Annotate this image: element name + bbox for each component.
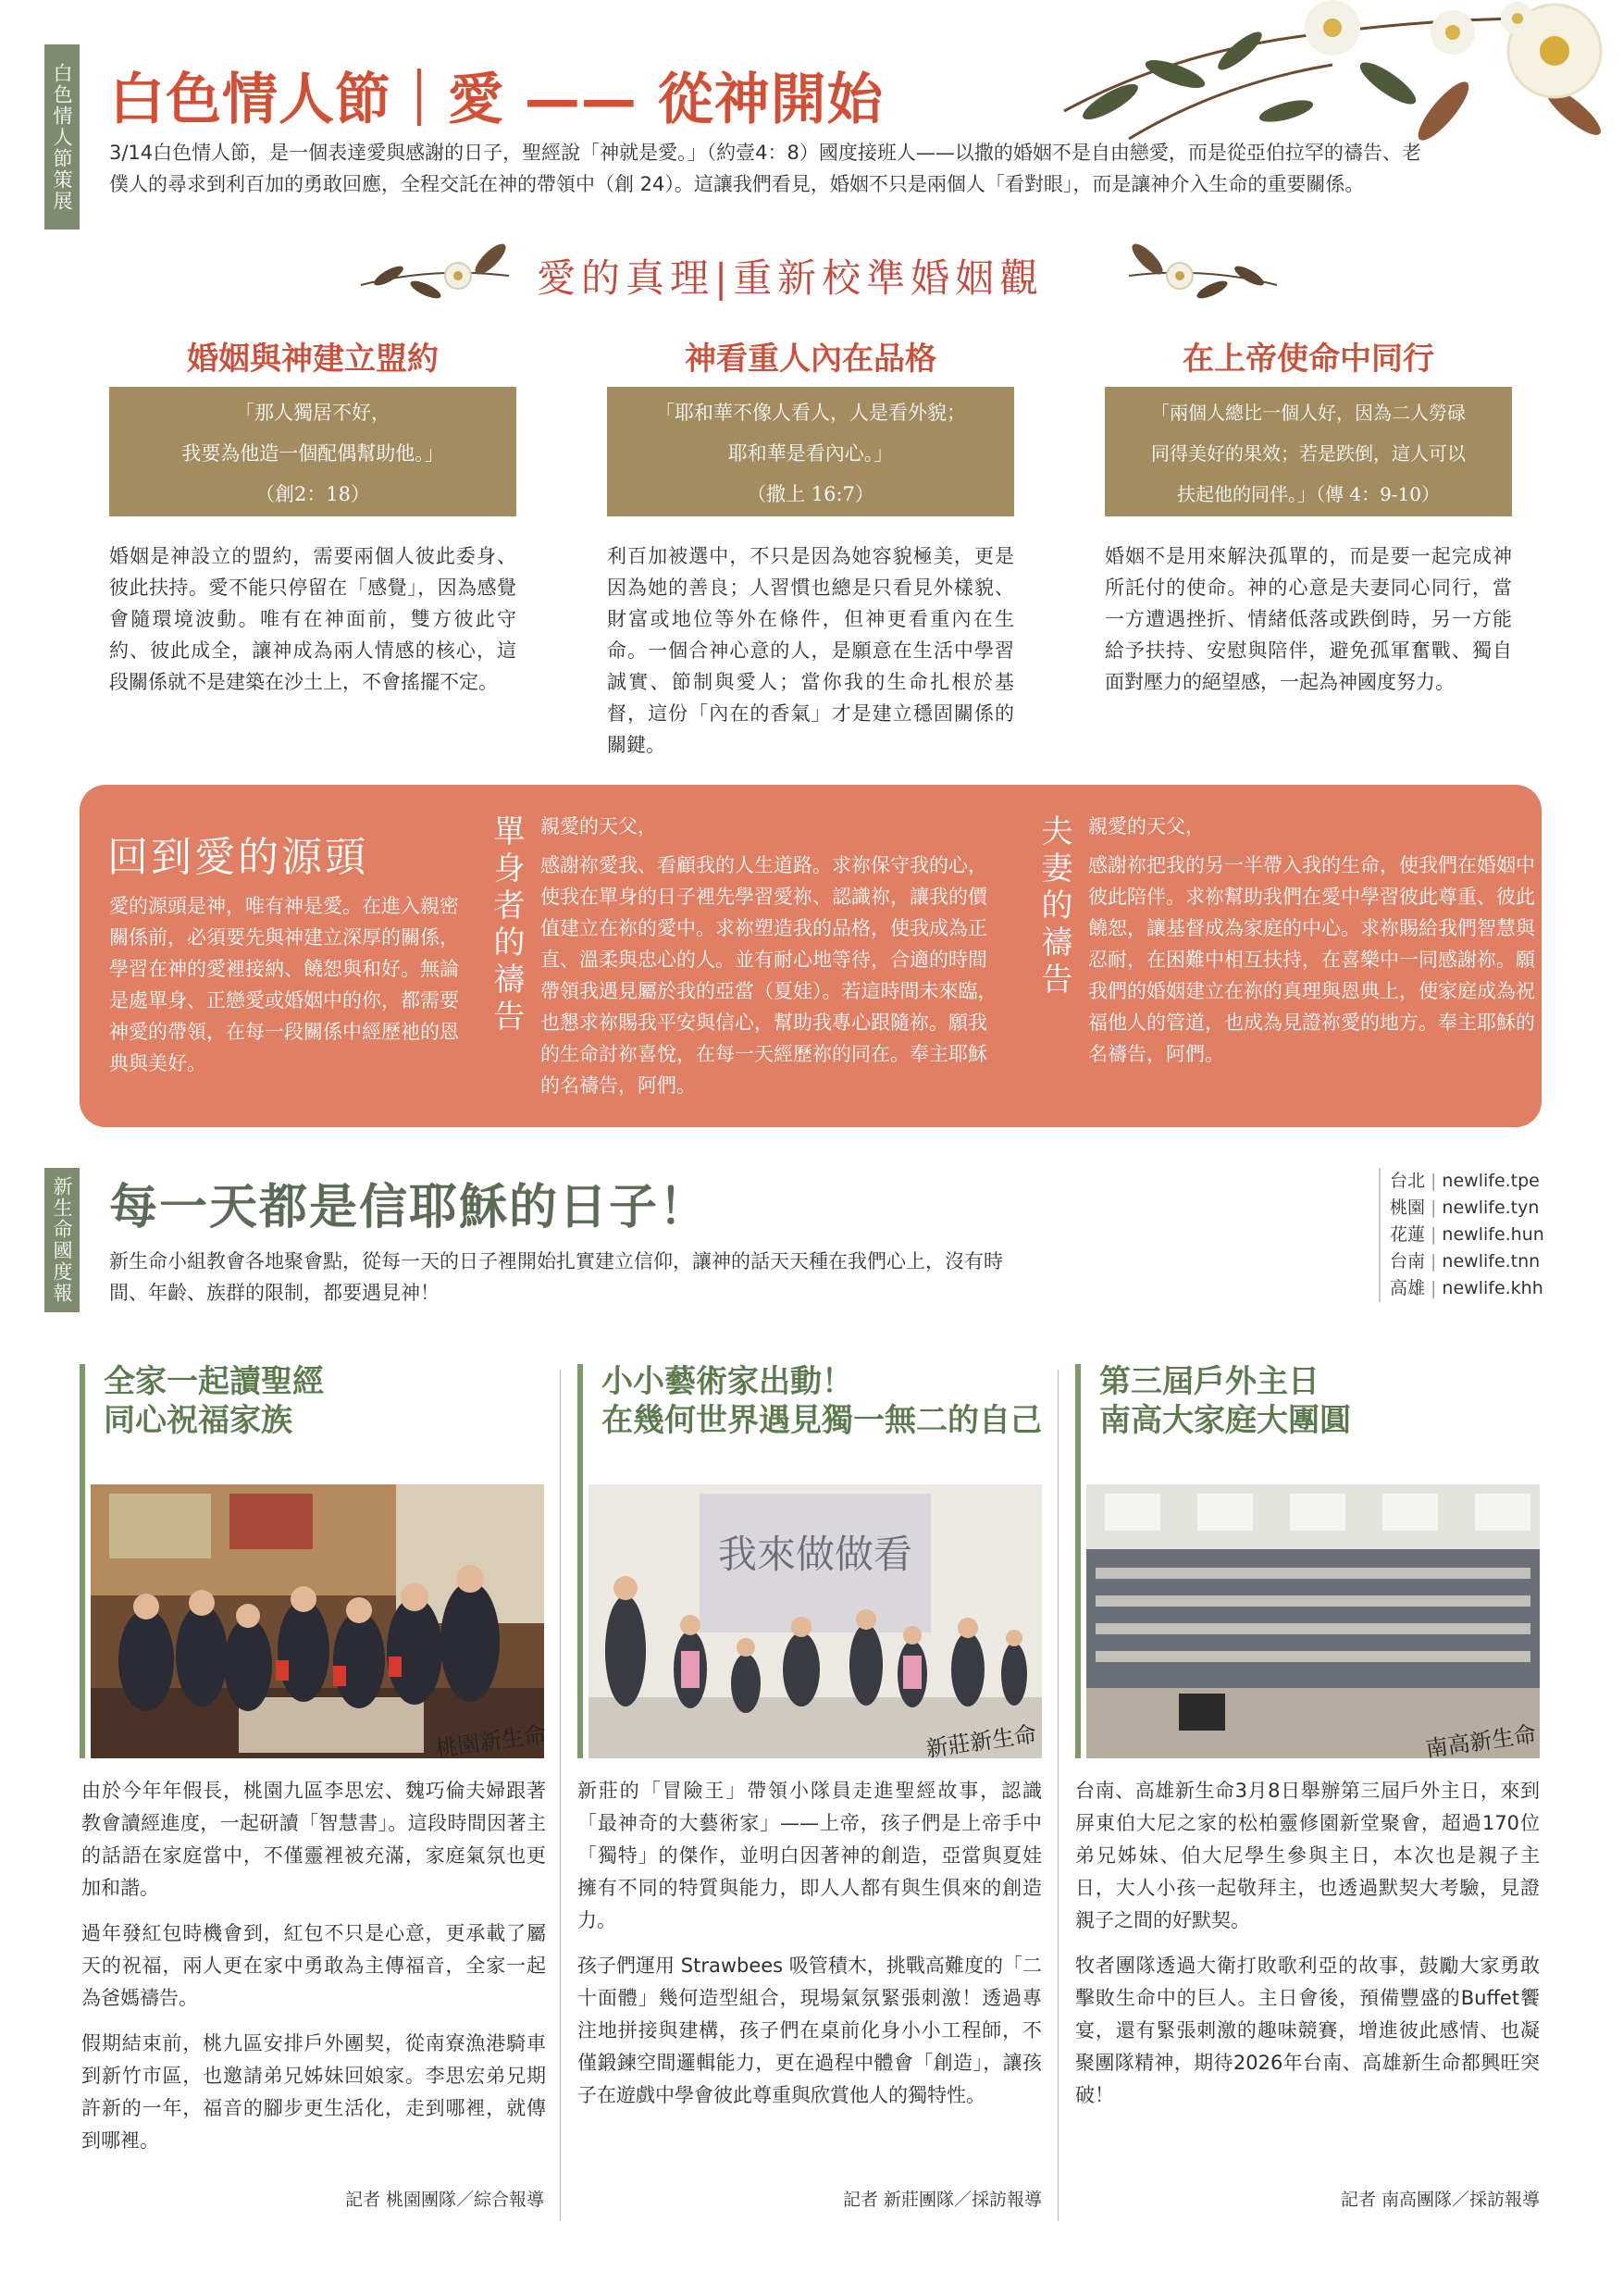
photo-kids-art [588,1484,1042,1758]
location-link-row[interactable]: 花蓮 | newlife.hun [1390,1224,1544,1245]
article-heading-nangao [1099,1362,1351,1440]
photo-family-gathering [91,1484,544,1758]
article-paragraph: 孩子們運用 Strawbees 吸管積木，挑戰高難度的「二十面體」幾何造型組合，現場氣氛緊張刺激！透過專注地拼接與建構，孩子們在桌前化身小小工程師，不僅鍛鍊空間邏輯能力，更在過程中體會「創造」，讓孩子在遊戲中學會彼此尊重與欣賞他人的獨特性。 [577,1955,1042,2106]
city-label: 台南 [1390,1251,1426,1272]
location-link-row[interactable]: 台北 | newlife.tpe [1390,1171,1540,1191]
prayer-box-title: 回到愛的源頭 [107,834,368,881]
verse-line: 「耶和華不像人看人，人是看外貌； [655,402,966,424]
link-url[interactable]: newlife.khh [1442,1278,1543,1298]
link-url[interactable]: newlife.tnn [1442,1251,1541,1272]
article-body-taoyuan [81,1775,546,2170]
column-divider [560,1370,561,2221]
couple-prayer-greeting: 親愛的天父， [1088,815,1205,838]
column-body-covenant: 婚姻是神設立的盟約，需要兩個人彼此委身、彼此扶持。愛不能只停留在「感覺」，因為感覺會隨環境波動。唯有在神面前，雙方彼此守約、彼此成全，讓神成為兩人情感的核心，這段關係就不是建築在沙土上，不會搖擺不定。 [109,545,516,693]
verse-line: 耶和華是看內心。」 [727,442,894,465]
verse-line: 同得美好的果效；若是跌倒，這人可以 [1151,442,1466,465]
section-tab-news: 新生命國度報 [44,1168,80,1312]
city-label: 台北 [1390,1171,1426,1191]
news-title: 每一天都是信耶穌的日子！ [109,1180,710,1235]
heading-line: 小小藝術家出動！ [601,1363,853,1400]
article-heading-xinzhuang [601,1362,1042,1440]
intro-paragraph: 3/14白色情人節，是一個表達愛與感謝的日子，聖經說「神就是愛。」（約壹4：8）國度接班人——以撒的婚姻不是自由戀愛，而是從亞伯拉罕的禱告、老僕人的尋求到利百加的勇敢回應，全程交託在神的帶領中（創 24）。這讓我們看見，婚姻不只是兩個人「看對眼」，而是讓神介入生命的重要關係。 [109,142,1421,195]
right-branch-ornament [1120,239,1286,313]
reporter-nangao: 記者 南高團隊／採訪報導 [1340,2190,1540,2210]
photo-credit-xinzhuang: 新莊新生命 [923,1720,1038,1763]
daisy-flowers-decoration [1055,0,1623,148]
article-paragraph: 假期結束前，桃九區安排戶外團契，從南寮漁港騎車到新竹市區，也邀請弟兄姊妹回娘家。李思宏弟兄期許新的一年，福音的腳步更生活化，走到哪裡，就傳到哪裡。 [81,2032,546,2152]
article-accent-bar [577,1364,583,1758]
photo-credit-taoyuan: 桃園新生命 [433,1720,548,1763]
city-label: 花蓮 [1390,1224,1426,1245]
column-heading-covenant: 婚姻與神建立盟約 [187,341,439,378]
city-label: 桃園 [1390,1198,1426,1218]
city-label: 高雄 [1390,1278,1426,1298]
photo-credit-nangao: 南高新生命 [1423,1720,1538,1763]
link-url[interactable]: newlife.tpe [1442,1171,1540,1191]
couple-prayer [1088,811,1551,1070]
heading-line: 南高大家庭大團圓 [1099,1402,1351,1439]
verse-line: 「兩個人總比一個人好，因為二人勞碌 [1151,402,1466,424]
article-body-xinzhuang [577,1775,1042,2125]
news-intro: 新生命小組教會各地聚會點，從每一天的日子裡開始扎實建立信仰，讓神的話天天種在我們心上，沒有時間、年齡、族群的限制，都要遇見神！ [109,1250,1003,1304]
article-accent-bar [80,1364,85,1758]
link-url[interactable]: newlife.tyn [1442,1198,1540,1218]
photo-outdoor-service [1086,1484,1540,1758]
article-paragraph: 新莊的「冒險王」帶領小隊員走進聖經故事，認識「最神奇的大藝術家」——上帝，孩子們是上帝手中「獨特」的傑作，並明白因著神的創造，亞當與夏娃擁有不同的特質與能力，即人人都有與生俱來的創造力。 [577,1780,1042,1931]
screen-text: 我來做做看 [717,1532,913,1577]
column-heading-character: 神看重人內在品格 [685,341,936,378]
single-prayer [540,811,1003,1101]
verse-line: 扶起他的同伴。」（傳 4：9-10） [1176,483,1440,505]
article-body-nangao [1075,1775,1540,2125]
heading-line: 在幾何世界遇見獨一無二的自己 [601,1402,1042,1439]
single-prayer-greeting: 親愛的天父， [540,815,657,838]
article-paragraph: 過年發紅包時機會到，紅包不只是心意，更承載了屬天的祝福，兩人更在家中勇敢為主傳福音，全家一起為爸媽禱告。 [81,1922,546,2009]
location-links [1379,1168,1544,1302]
verse-line: （撒上 16:7） [747,483,874,505]
reporter-xinzhuang: 記者 新莊團隊／採訪報導 [842,2190,1042,2210]
prayer-box-intro: 愛的源頭是神，唯有神是愛。在進入親密關係前，必須要先與神建立深厚的關係，學習在神的愛裡接納、饒恕與和好。無論是處單身、正戀愛或婚姻中的你，都需要神愛的帶領，在每一段關係中經歷祂的恩典與美好。 [109,895,459,1074]
verse-box-mission [1105,387,1512,516]
single-prayer-text: 感謝祢愛我、看顧我的人生道路。求祢保守我的心，使我在單身的日子裡先學習愛祢、認識祢，讓我的價值建立在祢的愛中。求祢塑造我的品格，使我成為正直、溫柔與忠心的人。並有耐心地等待，合適的時間帶領我遇見屬於我的亞當（夏娃）。若這時間未來臨，也懇求祢賜我平安與信心，幫助我專心跟隨祢。願我的生命討祢喜悅，在每一天經歷祢的同在。奉主耶穌的名禱告，阿們。 [540,854,997,1097]
page-title: 白色情人節｜愛 —— 從神開始 [109,68,884,132]
couple-prayer-label: 夫妻的禱告 [1035,814,1072,999]
link-url[interactable]: newlife.hun [1442,1224,1544,1245]
left-branch-ornament [352,239,518,313]
verse-line: 我要為他造一個配偶幫助他。」 [181,442,444,465]
verse-line: 「那人獨居不好， [235,402,390,424]
column-body-character: 利百加被選中，不只是因為她容貌極美，更是因為她的善良；人習慣也總是只看見外樣貌、財富或地位等外在條件，但神更看重內在生命。一個合神心意的人，是願意在生活中學習誠實、節制與愛人；當你我的生命扎根於基督，這份「內在的香氣」才是建立穩固關係的關鍵。 [607,545,1014,756]
article-paragraph: 台南、高雄新生命3月8日舉辦第三屆戶外主日，來到屏東伯大尼之家的松柏靈修園新堂聚會，超過170位弟兄姊妹、伯大尼學生參與主日，本次也是親子主日，大人小孩一起敬拜主，也透過默契大考驗，見證親子之間的好默契。 [1075,1780,1540,1931]
column-heading-mission: 在上帝使命中同行 [1183,341,1434,378]
location-link-row[interactable]: 高雄 | newlife.khh [1390,1278,1543,1298]
verse-line: （創2：18） [254,483,371,505]
location-link-row[interactable]: 台南 | newlife.tnn [1390,1251,1541,1272]
heading-line: 第三屆戶外主日 [1099,1363,1319,1400]
single-prayer-label: 單身者的禱告 [488,814,525,1036]
heading-line: 同心祝福家族 [104,1402,292,1439]
verse-box-covenant [109,387,516,516]
verse-box-character [607,387,1014,516]
location-link-row[interactable]: 桃園 | newlife.tyn [1390,1198,1540,1218]
article-paragraph: 由於今年年假長，桃園九區李思宏、魏巧倫夫婦跟著教會讀經進度，一起研讀「智慧書」。這段時間因著主的話語在家庭當中，不僅靈裡被充滿，家庭氣氛也更加和諧。 [81,1780,546,1899]
heading-line: 全家一起讀聖經 [104,1363,324,1400]
article-accent-bar [1075,1364,1081,1758]
article-heading-taoyuan [104,1362,324,1440]
column-divider [1058,1370,1059,2221]
script-subtitle: 愛的真理|重新校準婚姻觀 [537,255,1045,301]
column-body-mission: 婚姻不是用來解決孤單的，而是要一起完成神所託付的使命。神的心意是夫妻同心同行，當一方遭遇挫折、情緒低落或跌倒時，另一方能給予扶持、安慰與陪伴，避免孤軍奮戰、獨自面對壓力的絕望感，一起為神國度努力。 [1105,545,1512,693]
reporter-taoyuan: 記者 桃園團隊／綜合報導 [344,2190,544,2210]
section-tab-valentine: 白色情人節策展 [44,44,80,230]
article-paragraph: 牧者團隊透過大衛打敗歌利亞的故事，鼓勵大家勇敢擊敗生命中的巨人。主日會後，預備豐盛的Buffet饗宴，還有緊張刺激的趣味競賽，增進彼此感情、也凝聚團隊精神，期待2026年台南、高雄新生命都興旺突破！ [1075,1955,1540,2106]
couple-prayer-text: 感謝祢把我的另一半帶入我的生命，使我們在婚姻中彼此陪伴。求祢幫助我們在愛中學習彼此尊重、彼此饒恕，讓基督成為家庭的中心。求祢賜給我們智慧與忍耐，在困難中相互扶持，在喜樂中一同感謝祢。願我們的婚姻建立在祢的真理與恩典上，使家庭成為祝福他人的管道，也成為見證祢愛的地方。奉主耶穌的名禱告，阿們。 [1088,854,1535,1065]
